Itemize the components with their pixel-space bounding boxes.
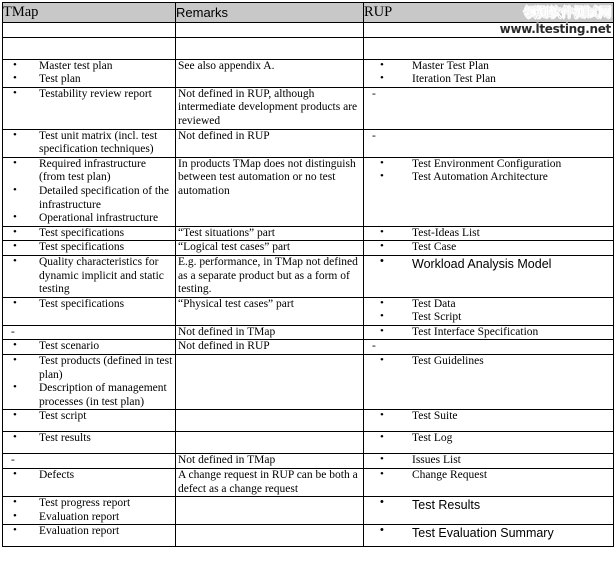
bullet-list	[3, 469, 175, 483]
cell-rup	[364, 469, 614, 497]
watermark-chinese-text: 领测软件测试网	[523, 6, 611, 21]
remarks-text: “Physical test cases” part	[178, 297, 294, 310]
remarks-text	[176, 410, 363, 424]
list-item: • Quality characteristics for dynamic implicit and static testing	[3, 256, 175, 297]
cell-remarks	[176, 87, 364, 129]
cell-rup	[364, 241, 614, 256]
bullet-list	[364, 340, 613, 354]
list-item: • Test Interface Specification	[364, 326, 613, 340]
list-item-none: -	[11, 325, 15, 338]
cell-rup	[364, 297, 614, 325]
bullet-list	[3, 130, 175, 157]
cell-rup	[364, 454, 614, 469]
cell-tmap	[3, 129, 176, 157]
cell-remarks	[176, 469, 364, 497]
cell-remarks	[176, 241, 364, 256]
column-header-tmap: TMap	[3, 3, 176, 23]
bullet-list	[364, 158, 613, 185]
list-item: • Evaluation report	[3, 511, 175, 525]
cell-tmap	[3, 340, 176, 355]
cell-rup	[364, 325, 614, 340]
list-item: • Iteration Test Plan	[364, 73, 613, 87]
list-item: • Test script	[3, 410, 175, 424]
list-item: • Test Results	[364, 497, 613, 513]
remarks-text	[176, 497, 363, 511]
bullet-list	[3, 432, 175, 446]
bullet-list	[364, 469, 613, 483]
cell-rup	[364, 432, 614, 454]
cell-tmap	[3, 497, 176, 525]
bullet-list	[3, 60, 175, 87]
remarks-text: See also appendix A.	[178, 59, 275, 72]
cell-remarks	[176, 432, 364, 454]
cell-remarks	[176, 226, 364, 241]
remarks-text: E.g. performance, in TMap not defined as a separate product but as a form of testing.	[178, 255, 358, 296]
watermark-url-text: www.ltesting.net	[499, 22, 611, 36]
list-item-none: -	[372, 87, 376, 100]
cell-remarks	[176, 129, 364, 157]
bullet-list	[3, 326, 175, 340]
list-item: • Test Environment Configuration	[364, 158, 613, 172]
cell-tmap	[3, 23, 176, 38]
table-header	[3, 3, 614, 23]
cell-remarks	[176, 525, 364, 547]
bullet-list	[3, 497, 175, 524]
list-item: • Test specifications	[3, 227, 175, 241]
cell-remarks	[176, 410, 364, 432]
bullet-list	[364, 227, 613, 241]
table-header-row	[3, 3, 614, 23]
table-row	[3, 410, 614, 432]
list-item: • Operational infrastructure	[3, 212, 175, 226]
list-item: • Test unit matrix (incl. test specification techniques)	[3, 130, 175, 157]
list-item: • Testability review report	[3, 88, 175, 102]
list-item: • Test Data	[364, 298, 613, 312]
list-item-none: -	[11, 454, 15, 467]
cell-remarks	[176, 340, 364, 355]
list-item: • Test progress report	[3, 497, 175, 511]
remarks-text: “Test situations” part	[178, 226, 275, 239]
list-item-none: -	[372, 129, 376, 142]
list-item: • Test Automation Architecture	[364, 171, 613, 185]
bullet-list	[364, 410, 613, 424]
remarks-text: Not defined in RUP	[178, 340, 270, 353]
cell-tmap	[3, 525, 176, 547]
cell-remarks	[176, 454, 364, 469]
cell-remarks	[176, 23, 364, 38]
list-item: • Defects	[3, 469, 175, 483]
cell-rup	[364, 59, 614, 87]
cell-tmap	[3, 410, 176, 432]
bullet-list	[3, 340, 175, 354]
cell-tmap	[3, 432, 176, 454]
list-item: • Workload Analysis Model	[364, 256, 613, 272]
list-item: • Test Guidelines	[364, 355, 613, 369]
remarks-text: “Logical test cases” part	[178, 241, 291, 254]
remarks-text: In products TMap does not distinguish between test automation or no test automation	[178, 157, 356, 197]
bullet-list	[3, 454, 175, 468]
bullet-list	[3, 525, 175, 539]
table-row	[3, 525, 614, 547]
cell-rup	[364, 157, 614, 226]
list-item: • Change Request	[364, 469, 613, 483]
list-item: • Detailed specification of the infrastructure	[3, 185, 175, 212]
bullet-list	[364, 525, 613, 541]
table-row	[3, 469, 614, 497]
remarks-text	[176, 525, 363, 539]
list-item: • Evaluation report	[3, 525, 175, 539]
cell-rup	[364, 87, 614, 129]
list-item: • Required infrastructure (from test plan)	[3, 158, 175, 185]
bullet-list	[364, 454, 613, 468]
cell-remarks	[176, 37, 364, 59]
bullet-list	[3, 355, 175, 409]
list-item: • Test Evaluation Summary	[364, 525, 613, 541]
bullet-list	[364, 241, 613, 255]
cell-tmap	[3, 37, 176, 59]
list-item-none: -	[372, 340, 376, 353]
bullet-list	[3, 241, 175, 255]
table-row	[3, 432, 614, 454]
list-item: • Issues List	[364, 454, 613, 468]
list-item: • Test plan	[3, 73, 175, 87]
bullet-list	[364, 130, 613, 144]
cell-remarks	[176, 355, 364, 410]
table-row-spacer	[3, 37, 614, 59]
list-item: • Master Test Plan	[364, 60, 613, 74]
tmap-rup-comparison-table	[2, 2, 614, 547]
cell-tmap	[3, 297, 176, 325]
cell-rup	[364, 255, 614, 297]
list-item: • Test specifications	[3, 298, 175, 312]
remarks-text: A change request in RUP can be both a defect as a change request	[178, 469, 358, 495]
cell-rup	[364, 226, 614, 241]
table-row	[3, 340, 614, 355]
cell-remarks	[176, 59, 364, 87]
list-item: • Test-Ideas List	[364, 227, 613, 241]
bullet-list	[364, 256, 613, 272]
bullet-list	[364, 326, 613, 340]
remarks-text: Not defined in RUP, although intermediate development products are reviewed	[178, 87, 358, 127]
list-item: • Test Script	[364, 311, 613, 325]
cell-tmap	[3, 241, 176, 256]
cell-tmap	[3, 59, 176, 87]
cell-remarks	[176, 497, 364, 525]
table-row	[3, 297, 614, 325]
table-row	[3, 241, 614, 256]
remarks-text: Not defined in TMap	[178, 454, 276, 467]
list-item: • Test Case	[364, 241, 613, 255]
cell-tmap	[3, 454, 176, 469]
bullet-list	[3, 88, 175, 102]
bullet-list	[364, 60, 613, 87]
cell-tmap	[3, 355, 176, 410]
bullet-list	[364, 355, 613, 369]
table-row	[3, 157, 614, 226]
table-row	[3, 87, 614, 129]
list-item: • Test results	[3, 432, 175, 446]
cell-tmap	[3, 87, 176, 129]
cell-tmap	[3, 157, 176, 226]
list-item: • Test specifications	[3, 241, 175, 255]
list-item: • Master test plan	[3, 60, 175, 74]
list-item: • Test products (defined in test plan)	[3, 355, 175, 382]
list-item: • Test scenario	[3, 340, 175, 354]
cell-tmap	[3, 325, 176, 340]
list-item: • Description of management processes (in test plan)	[3, 382, 175, 409]
remarks-text: Not defined in RUP	[178, 129, 270, 142]
bullet-list	[364, 432, 613, 446]
cell-rup	[364, 355, 614, 410]
cell-remarks	[176, 297, 364, 325]
remarks-text	[176, 355, 363, 369]
bullet-list	[3, 410, 175, 424]
cell-rup	[364, 497, 614, 525]
bullet-list	[364, 298, 613, 325]
table-row	[3, 454, 614, 469]
cell-rup	[364, 340, 614, 355]
table-row	[3, 325, 614, 340]
bullet-list	[3, 227, 175, 241]
cell-tmap	[3, 226, 176, 241]
cell-rup	[364, 410, 614, 432]
column-header-remarks: Remarks	[176, 3, 364, 23]
column-header-rup: RUP	[364, 3, 614, 23]
cell-remarks	[176, 157, 364, 226]
cell-tmap	[3, 255, 176, 297]
cell-remarks	[176, 255, 364, 297]
table-row	[3, 255, 614, 297]
cell-remarks	[176, 325, 364, 340]
bullet-list	[364, 88, 613, 102]
table-row-spacer	[3, 23, 614, 38]
table-row	[3, 355, 614, 410]
remarks-text: Not defined in TMap	[178, 325, 276, 338]
table-row	[3, 497, 614, 525]
list-item: • Test Log	[364, 432, 613, 446]
bullet-list	[3, 298, 175, 312]
table-body	[3, 23, 614, 547]
cell-tmap	[3, 469, 176, 497]
table-row	[3, 226, 614, 241]
cell-rup	[364, 23, 614, 38]
cell-rup	[364, 525, 614, 547]
cell-rup	[364, 129, 614, 157]
bullet-list	[364, 497, 613, 513]
cell-rup	[364, 37, 614, 59]
remarks-text	[176, 432, 363, 446]
table-row	[3, 129, 614, 157]
bullet-list	[3, 158, 175, 226]
table-row	[3, 59, 614, 87]
list-item: • Test Suite	[364, 410, 613, 424]
bullet-list	[3, 256, 175, 297]
